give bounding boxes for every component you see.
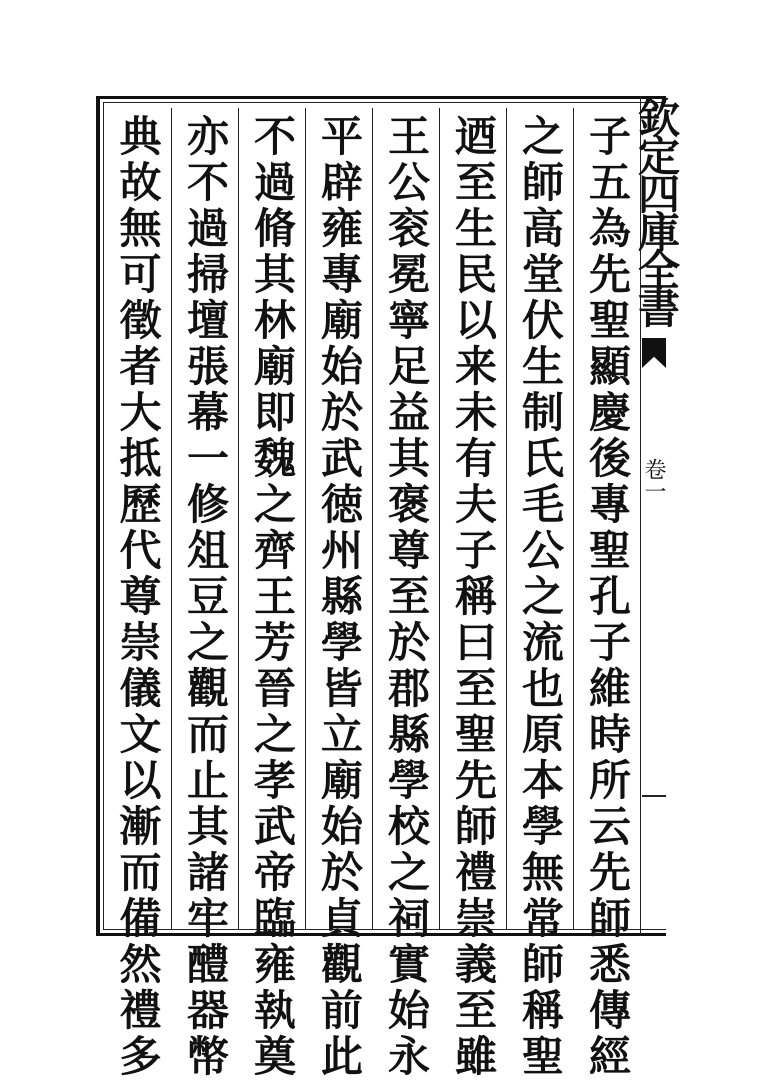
column-text: 平辟雍專廟始於武徳州縣學皆立廟始於貞觀前此 <box>315 114 364 1080</box>
margin-rule <box>642 795 666 797</box>
column-text: 子五為先聖顯慶後專聖孔子維時所云先師悉傳經 <box>583 114 632 1080</box>
fishtail-rule <box>642 338 666 340</box>
column-text: 典故無可徵者大抵歷代尊崇儀文以漸而備然禮多 <box>113 114 163 1080</box>
text-column <box>104 108 171 1080</box>
text-column <box>372 108 439 1080</box>
volume-label: 卷一 <box>641 458 666 502</box>
text-column <box>305 108 372 1080</box>
text-column <box>439 108 506 1080</box>
column-text: 亦不過掃壇張幕一修俎豆之觀而止其諸牢醴器幣 <box>181 114 230 1080</box>
book-title: 欽定四庫全書 <box>632 96 681 324</box>
text-column <box>238 108 305 1080</box>
text-column <box>506 108 573 1080</box>
text-column <box>171 108 238 1080</box>
column-text: 迺至生民以来未有夫子稱曰至聖先師禮崇義至雖 <box>449 114 498 1080</box>
text-column <box>573 108 640 1080</box>
column-text: 不過脩其林廟即魏之齊王芳晉之孝武帝臨雍執奠 <box>248 114 297 1080</box>
column-text: 之師高堂伏生制氏毛公之流也原本學無常師稱聖 <box>516 114 565 1080</box>
column-text: 王公衮冕寧足益其褒尊至於郡縣學校之祠實始永 <box>382 114 431 1080</box>
text-body <box>104 108 640 1080</box>
